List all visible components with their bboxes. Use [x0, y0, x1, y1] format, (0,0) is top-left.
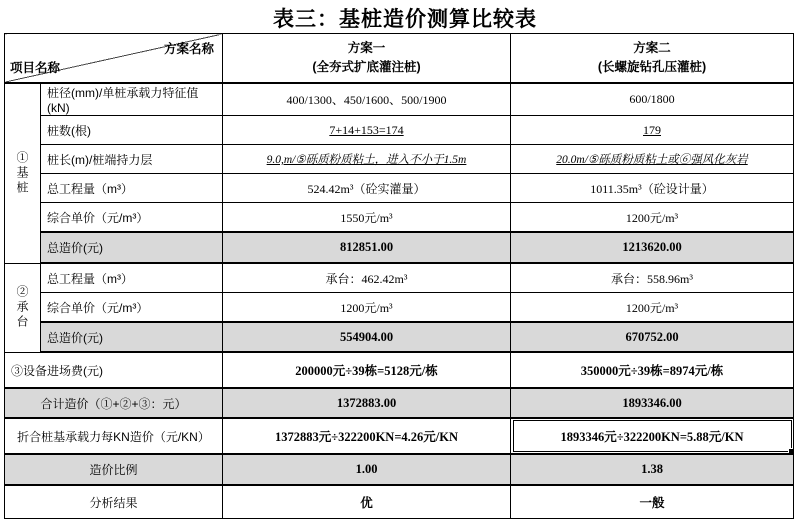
highlight-row-cap-total: [5, 322, 794, 352]
cell-scheme1-pile-quantity: 524.42m³（砼实灌量）: [223, 174, 511, 203]
table-row: [5, 352, 794, 388]
selected-cell-scheme2-cost-per-kn[interactable]: [511, 418, 794, 454]
cell-scheme1-cap-unit-price: 1200元/m³: [223, 293, 511, 323]
row-label-pile-quantity: 总工程量（m³）: [41, 174, 223, 203]
header-row: [5, 34, 794, 84]
cell-scheme1-cap-quantity: 承台：462.42m³: [223, 263, 511, 293]
cell-scheme1-pile-diameter: 400/1300、450/1600、500/1900: [223, 83, 511, 116]
corner-scheme-name-label: 方案名称: [163, 42, 214, 56]
cell-scheme1-grand-total: 1372883.00: [223, 388, 511, 418]
scheme1-name: 方案一: [347, 41, 386, 56]
corner-item-name-label: 项目名称: [10, 61, 61, 75]
cell-scheme2-pile-total-cost: 1213620.00: [511, 232, 794, 263]
cell-scheme2-pile-length: 20.0m/⑤砾质粉质粘土或⑥强风化灰岩: [511, 145, 794, 174]
cell-scheme2-equipment-fee: 350000元÷39栋=8974元/栋: [511, 352, 794, 388]
row-label-cap-quantity: 总工程量（m³）: [41, 263, 223, 293]
cell-scheme1-cost-ratio: 1.00: [223, 454, 511, 485]
row-label-cap-unit-price: 综合单价（元/m³）: [41, 293, 223, 323]
row-label-pile-diameter: 桩径(mm)/单桩承载力特征值(kN): [41, 83, 223, 116]
cell-scheme2-cap-total-cost: 670752.00: [511, 322, 794, 352]
row-label-cap-total-cost: 总造价(元): [41, 322, 223, 352]
highlight-row-grand-total: [5, 388, 794, 418]
table-row: [5, 203, 794, 233]
cell-scheme2-cap-quantity: 承台：558.96m³: [511, 263, 794, 293]
row-label-pile-unit-price: 综合单价（元/m³）: [41, 203, 223, 233]
row-label-equipment-fee: ③设备进场费(元): [5, 352, 223, 388]
selected-cell-value: 1893346元÷322200KN=5.88元/KN: [560, 430, 744, 444]
fill-handle[interactable]: [788, 448, 794, 454]
cell-scheme2-pile-count: 179: [511, 116, 794, 145]
cell-scheme1-pile-length: 9.0,m/⑤砾质粉质粘土，进入不小于1.5m: [223, 145, 511, 174]
cell-scheme1-equipment-fee: 200000元÷39栋=5128元/栋: [223, 352, 511, 388]
scheme1-subtitle: (全夯式扩底灌注桩): [312, 60, 421, 74]
cell-scheme2-grand-total: 1893346.00: [511, 388, 794, 418]
section-label-foundation-piles: ①基桩: [5, 83, 41, 263]
pile-cost-comparison-table: [4, 33, 794, 519]
table-row: [5, 145, 794, 174]
table-row: [5, 293, 794, 323]
section-label-pile-caps: ②承台: [5, 263, 41, 352]
table-row: [5, 174, 794, 203]
header-scheme2: [511, 34, 794, 84]
scheme2-subtitle: (长螺旋钻孔压灌桩): [597, 60, 707, 74]
row-label-cost-ratio: 造价比例: [5, 454, 223, 485]
row-label-pile-total-cost: 总造价(元): [41, 232, 223, 263]
header-scheme1: [223, 34, 511, 84]
table-title: 表三：基桩造价测算比较表: [273, 8, 537, 31]
highlight-row-pile-total: [5, 232, 794, 263]
cell-scheme2-cap-unit-price: 1200元/m³: [511, 293, 794, 323]
scheme2-name: 方案二: [633, 41, 671, 56]
table-row: [5, 263, 794, 293]
cell-scheme1-cost-per-kn: 1372883元÷322200KN=4.26元/KN: [223, 418, 511, 454]
table-row: [5, 116, 794, 145]
row-label-analysis-result: 分析结果: [5, 485, 223, 519]
table-row: [5, 83, 794, 116]
table-row: [5, 485, 794, 519]
row-label-pile-count: 桩数(根): [41, 116, 223, 145]
table-row: [5, 418, 794, 454]
header-corner-cell: [5, 34, 223, 84]
cell-scheme1-pile-count: 7+14+153=174: [223, 116, 511, 145]
row-label-cost-per-kn: 折合桩基承载力每KN造价（元/KN）: [5, 418, 223, 454]
cell-scheme2-pile-diameter: 600/1800: [511, 83, 794, 116]
cell-scheme2-pile-quantity: 1011.35m³（砼设计量）: [511, 174, 794, 203]
row-label-pile-length: 桩长(m)/桩端持力层: [41, 145, 223, 174]
cell-scheme2-pile-unit-price: 1200元/m³: [511, 203, 794, 233]
row-label-grand-total: 合计造价（①+②+③：元）: [5, 388, 223, 418]
cell-scheme2-analysis-result: 一般: [511, 485, 794, 519]
cell-scheme2-cost-ratio: 1.38: [511, 454, 794, 485]
cell-scheme1-pile-unit-price: 1550元/m³: [223, 203, 511, 233]
cell-scheme1-cap-total-cost: 554904.00: [223, 322, 511, 352]
cell-scheme1-pile-total-cost: 812851.00: [223, 232, 511, 263]
cell-scheme1-analysis-result: 优: [223, 485, 511, 519]
highlight-row-cost-ratio: [5, 454, 794, 485]
